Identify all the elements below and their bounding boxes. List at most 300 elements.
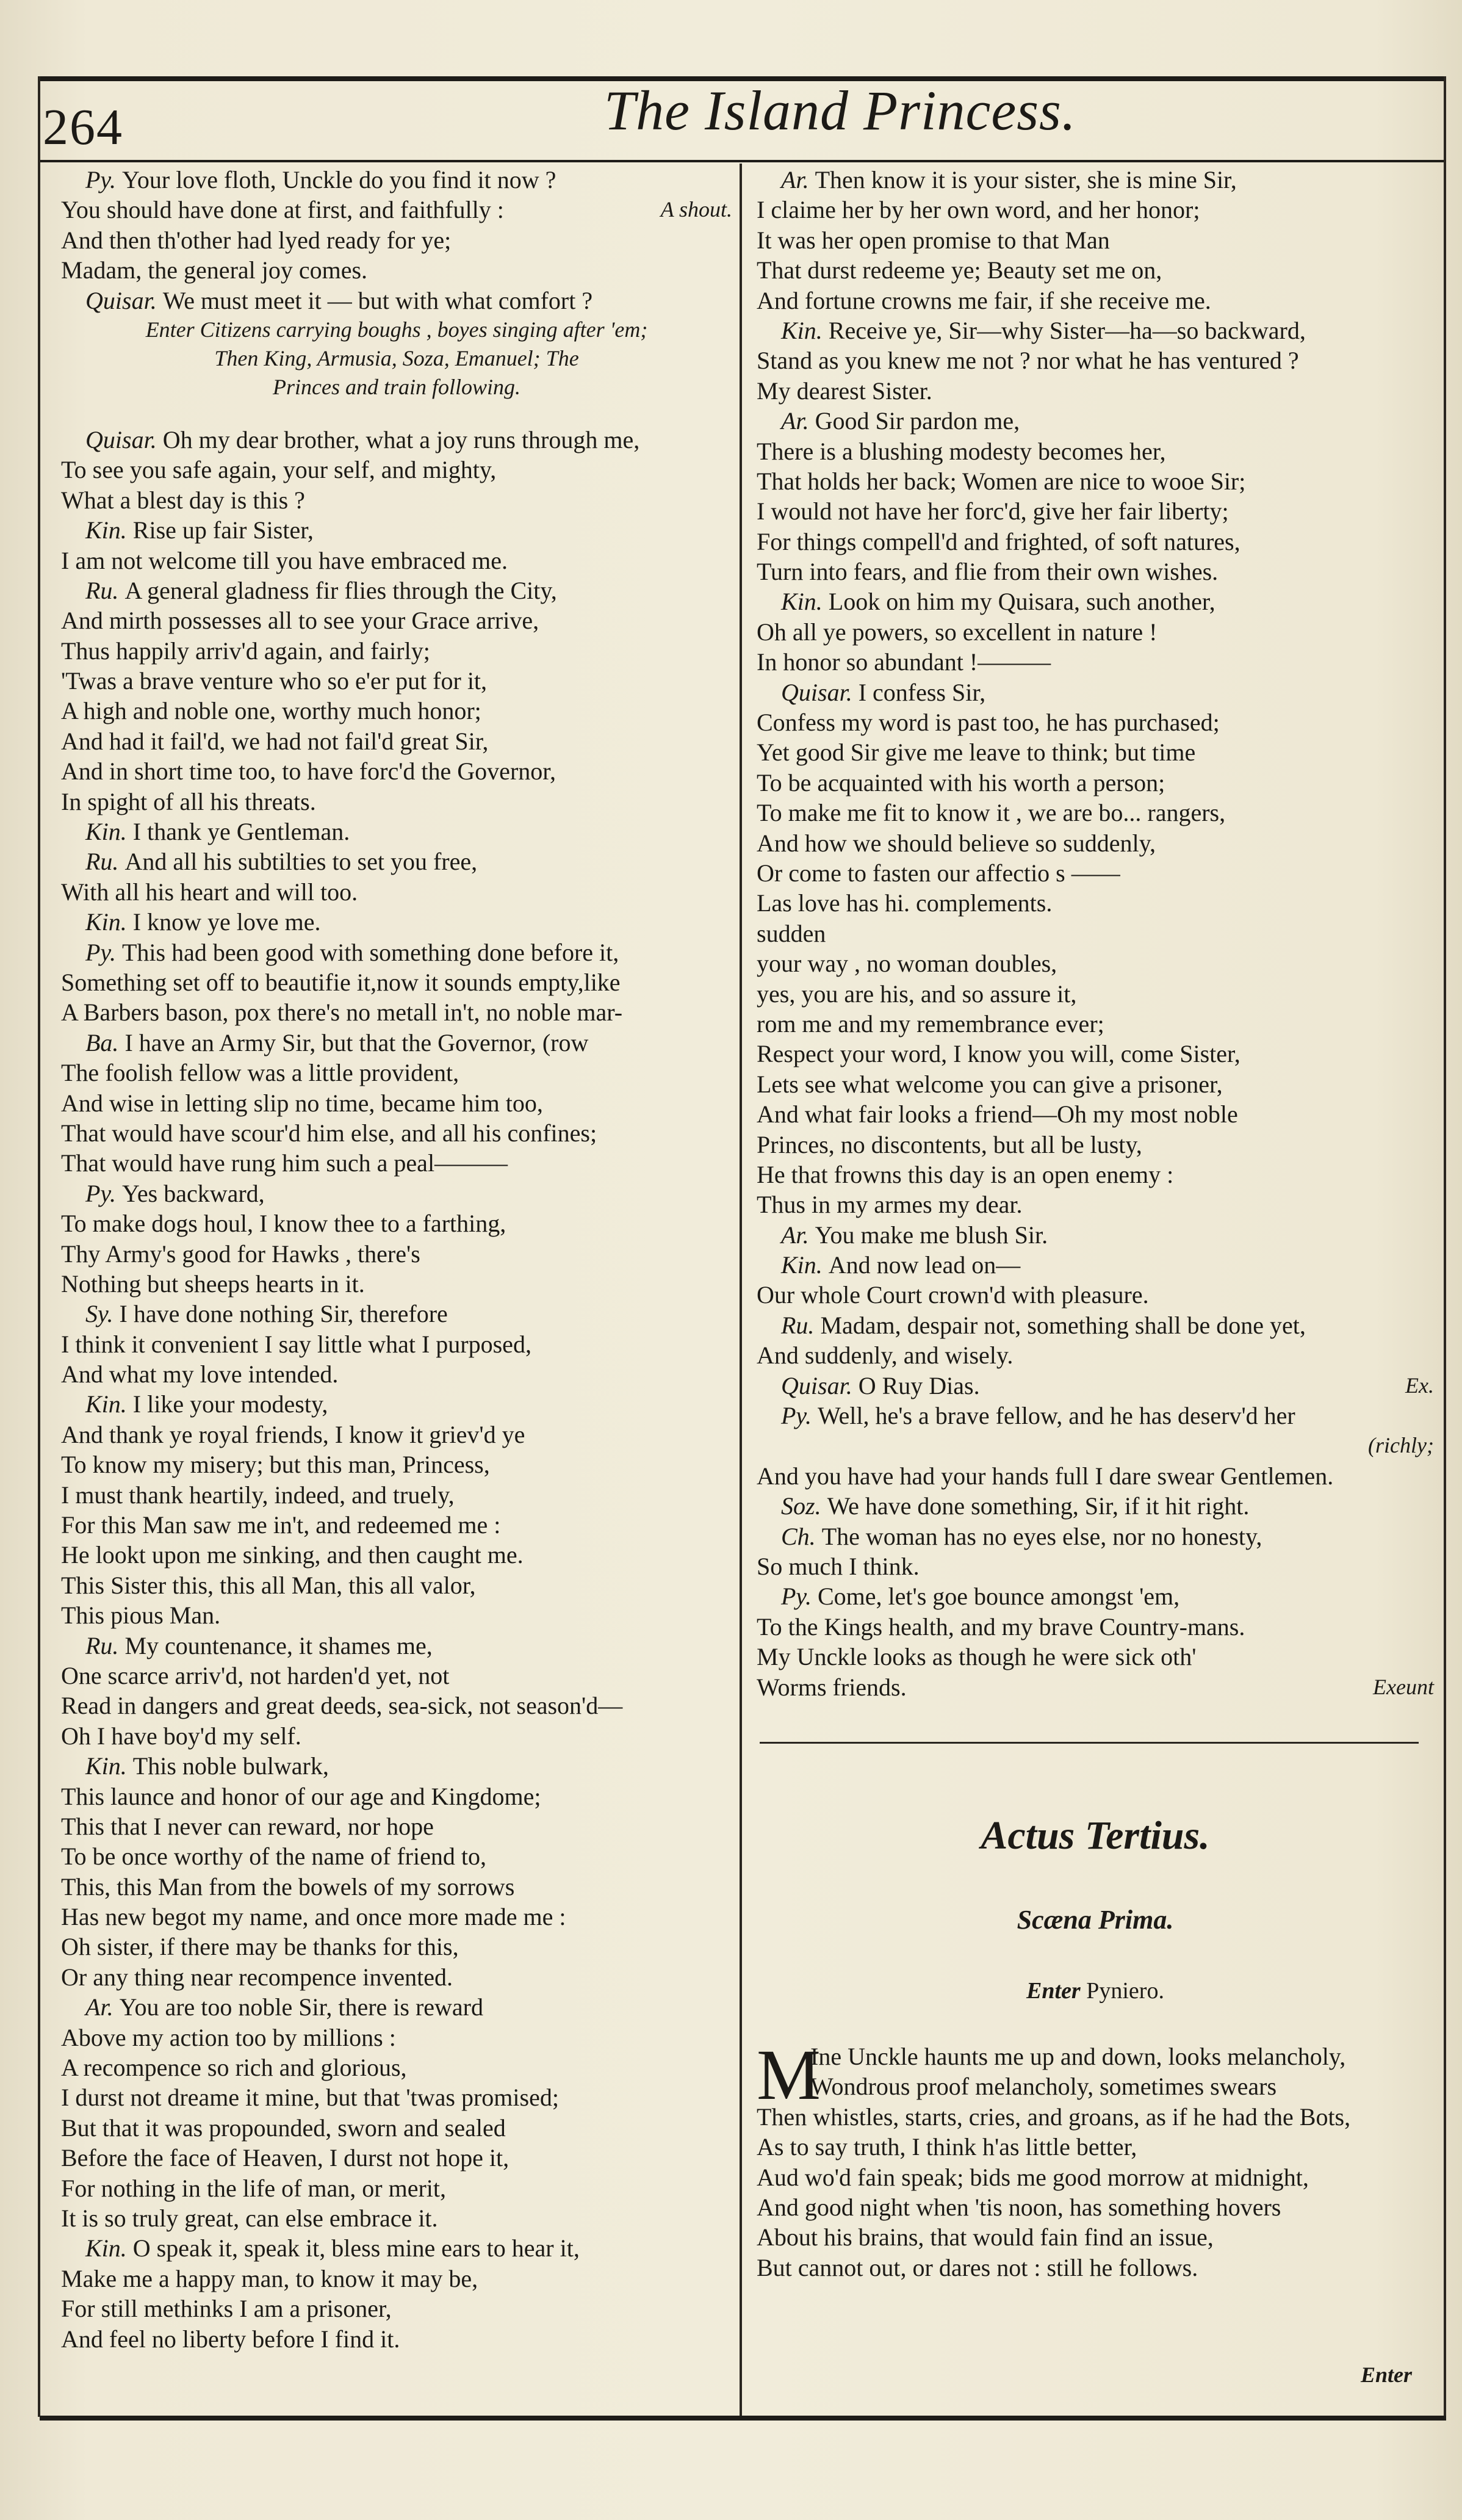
line-text: The foolish fellow was a little provident,: [61, 1059, 459, 1087]
verse-line: [757, 406, 1434, 436]
verse-line: [61, 1721, 732, 1751]
line-text: To see you safe again, your self, and mighty,: [61, 456, 497, 484]
line-text: Confess my word is past too, he has purchased;: [757, 709, 1220, 737]
verse-line: [61, 1691, 732, 1720]
line-text: And suddenly, and wisely.: [757, 1341, 1014, 1370]
speaker-name: Kin.: [85, 818, 127, 846]
verse-line: [757, 979, 1434, 1009]
line-text: It is so truly great, can else embrace it.: [61, 2204, 438, 2232]
verse-line: [757, 1340, 1434, 1370]
line-text: This that I never can reward, nor hope: [61, 1812, 434, 1840]
line-text: O speak it, speak it, bless mine ears to hear it,: [132, 2234, 580, 2262]
verse-line: [61, 1600, 732, 1630]
line-text: Princes, no discontents, but all be lusty,: [757, 1130, 1142, 1158]
enter-character: Pyniero.: [1086, 1978, 1164, 2004]
verse-line: [757, 737, 1434, 767]
line-text: My countenance, it shames me,: [124, 1631, 433, 1659]
verse-line: [61, 1329, 732, 1359]
line-text: You make me blush Sir.: [815, 1221, 1048, 1249]
verse-line: [61, 1510, 732, 1540]
verse-line: [61, 225, 732, 255]
verse-line: [61, 2023, 732, 2052]
verse-line: [61, 756, 732, 786]
verse-line: [757, 1130, 1434, 1160]
line-text: Yes backward,: [121, 1179, 265, 1207]
line-text: You should have done at first, and faithfully :: [61, 196, 504, 224]
verse-line: [61, 877, 732, 907]
verse-line: [61, 2324, 732, 2354]
verse-line: [61, 1751, 732, 1781]
line-text: Receive ye, Sir—why Sister—ha—so backward,: [828, 316, 1306, 344]
verse-line: [757, 557, 1434, 587]
line-text: Something set off to beautifie it,now it sounds empty,like: [61, 968, 621, 996]
line-text: Come, let's goe bounce amongst 'em,: [817, 1583, 1180, 1611]
speaker-name: Py.: [85, 938, 116, 966]
verse-line: [757, 496, 1434, 526]
speaker-name: Sy.: [85, 1300, 113, 1328]
line-text: For still methinks I am a prisoner,: [61, 2295, 392, 2323]
line-text: My Unckle looks as though he were sick oth': [757, 1643, 1197, 1671]
line-text: And mirth possesses all to see your Grace arrive,: [61, 607, 539, 635]
verse-line: [61, 1570, 732, 1600]
prose-line: And good night when 'tis noon, has something hovers: [757, 2193, 1281, 2221]
line-text: Good Sir pardon me,: [815, 407, 1020, 435]
line-text: To be once worthy of the name of friend to,: [61, 1843, 486, 1871]
verse-line: [757, 587, 1434, 616]
marginal-direction: Exeunt: [1373, 1674, 1434, 1699]
verse-line: [61, 1480, 732, 1510]
line-text: Your love floth, Unckle do you find it now ?: [121, 166, 556, 193]
line-text: I durst not dreame it mine, but that 'twas promised;: [61, 2084, 559, 2112]
line-text: Yet good Sir give me leave to think; but time: [757, 738, 1196, 767]
verse-line: [61, 455, 732, 485]
line-text: The woman has no eyes else, nor no honesty,: [821, 1522, 1262, 1550]
line-text: Thus in my armes my dear.: [757, 1191, 1023, 1219]
line-text: This noble bulwark,: [132, 1752, 329, 1780]
verse-line: [757, 195, 1434, 225]
line-text: There is a blushing modesty becomes her,: [757, 437, 1166, 465]
verse-line: [61, 1058, 732, 1088]
verse-line: [61, 485, 732, 515]
verse-line: [757, 436, 1434, 466]
stage-direction-enter: [757, 1977, 1434, 2004]
verse-line: [757, 316, 1434, 345]
line-text: To make dogs houl, I know thee to a farthing,: [61, 1210, 506, 1238]
verse-line: [61, 1420, 732, 1450]
bottom-rule: [40, 2416, 1446, 2421]
verse-line: [757, 1190, 1434, 1219]
speaker-name: Kin.: [85, 2234, 127, 2262]
prose-line: But cannot out, or dares not : still he follows.: [757, 2253, 1198, 2281]
speaker-name: Kin.: [85, 516, 127, 544]
right-column: [757, 165, 1434, 1702]
marginal-direction: (richly;: [1368, 1433, 1434, 1458]
line-text: For this Man saw me in't, and redeemed me :: [61, 1511, 501, 1539]
enter-word: Enter: [1026, 1978, 1081, 2004]
verse-line: [757, 1220, 1434, 1250]
line-text: This launce and honor of our age and Kingdome;: [61, 1782, 541, 1810]
verse-line: [61, 1540, 732, 1570]
speaker-name: Py.: [781, 1583, 812, 1611]
line-text: With all his heart and will too.: [61, 878, 358, 906]
scene-title: Scæna Prima.: [1017, 1905, 1174, 1935]
verse-line: [757, 286, 1434, 316]
verse-line: [61, 2233, 732, 2263]
prose-line: Wondrous proof melancholy, sometimes swears: [810, 2073, 1277, 2101]
line-text: This Sister this, this all Man, this all valor,: [61, 1571, 476, 1599]
verse-line: [757, 376, 1434, 406]
speaker-name: Ru.: [85, 1631, 119, 1659]
line-text: Oh sister, if there may be thanks for this,: [61, 1933, 459, 1961]
verse-line: [61, 1902, 732, 1932]
line-text: Oh my dear brother, what a joy runs through me,: [162, 425, 640, 453]
line-text: I think it convenient I say little what I purposed,: [61, 1330, 531, 1358]
line-text: To be acquainted with his worth a person;: [757, 768, 1165, 796]
verse-line: [61, 1631, 732, 1661]
verse-line: [757, 1250, 1434, 1280]
stage-direction: Enter Citizens carrying boughs , boyes singing after 'em;: [145, 317, 648, 342]
verse-line: [757, 1310, 1434, 1340]
speaker-name: Ar.: [85, 1993, 113, 2021]
line-text: Our whole Court crown'd with pleasure.: [757, 1281, 1149, 1309]
line-text: I would not have her forc'd, give her fair liberty;: [757, 497, 1229, 525]
verse-line: [61, 2113, 732, 2143]
verse-line: [757, 1009, 1434, 1039]
speaker-name: Quisar.: [85, 286, 157, 314]
verse-line: [61, 937, 732, 967]
line-text: This had been good with something done before it,: [121, 938, 619, 966]
speaker-name: Py.: [85, 166, 116, 193]
catchword: Enter: [1361, 2363, 1413, 2387]
verse-line: [61, 847, 732, 876]
line-text: A Barbers bason, pox there's no metall in't, no noble mar-: [61, 998, 623, 1027]
act-divider-rule: [760, 1742, 1419, 1744]
speaker-name: Kin.: [85, 1390, 127, 1418]
line-text: A general gladness fir flies through the City,: [124, 576, 557, 604]
speaker-name: Ar.: [781, 166, 809, 193]
verse-line: [757, 466, 1434, 496]
line-text: I claime her by her own word, and her honor;: [757, 196, 1200, 224]
speaker-name: Quisar.: [781, 678, 852, 706]
verse-line: [757, 165, 1434, 195]
line-text: Read in dangers and great deeds, sea-sick, not season'd—: [61, 1692, 623, 1720]
verse-line: [757, 1672, 1434, 1702]
verse-line: [61, 1450, 732, 1479]
line-text: Turn into fears, and flie from their own wishes.: [757, 558, 1219, 586]
verse-line: [61, 286, 732, 316]
marginal-direction: A shout.: [660, 197, 732, 222]
line-text: Oh I have boy'd my self.: [61, 1722, 301, 1750]
verse-line: [61, 1359, 732, 1389]
line-text: And now lead on—: [828, 1251, 1021, 1279]
line-text: Respect your word, I know you will, come Sister,: [757, 1040, 1241, 1068]
verse-line: [61, 1872, 732, 1902]
verse-line: [61, 605, 732, 635]
verse-line: [757, 919, 1434, 948]
verse-line: [757, 527, 1434, 557]
verse-line: [757, 345, 1434, 375]
verse-line: [757, 1522, 1434, 1551]
verse-line: [757, 1160, 1434, 1190]
speaker-name: Soz.: [781, 1492, 821, 1520]
line-text: Above my action too by millions :: [61, 2023, 396, 2051]
verse-line: [61, 2173, 732, 2203]
verse-line: [757, 677, 1434, 707]
line-text: It was her open promise to that Man: [757, 226, 1110, 254]
speaker-name: Quisar.: [85, 425, 157, 453]
drop-cap: M: [757, 2035, 821, 2115]
speaker-name: Ar.: [781, 407, 809, 435]
verse-line: [757, 707, 1434, 737]
scene-prose: [757, 2035, 1434, 2283]
line-text: rom me and my remembrance ever;: [757, 1009, 1104, 1038]
speaker-name: Ru.: [85, 576, 119, 604]
verse-line: [757, 1431, 1434, 1460]
verse-line: [757, 1551, 1434, 1581]
line-text: But that it was propounded, sworn and sealed: [61, 2114, 506, 2142]
verse-line: [61, 787, 732, 817]
line-text: Rise up fair Sister,: [132, 516, 314, 544]
line-text: Well, he's a brave fellow, and he has deserv'd her: [817, 1402, 1295, 1430]
line-text: We have done something, Sir, if it hit right.: [827, 1492, 1250, 1520]
stage-direction: Then King, Armusia, Soza, Emanuel; The: [214, 345, 579, 370]
verse-line: [61, 907, 732, 937]
verse-line: [757, 798, 1434, 828]
line-text: I like your modesty,: [132, 1390, 328, 1418]
line-text: And thank ye royal friends, I know it griev'd ye: [61, 1420, 525, 1448]
line-text: So much I think.: [757, 1552, 920, 1580]
verse-line: [61, 515, 732, 545]
line-text: And in short time too, to have forc'd the Governor,: [61, 757, 556, 785]
verse-line: [61, 1028, 732, 1058]
line-text: You are too noble Sir, there is reward: [119, 1993, 484, 2021]
verse-line: [61, 1088, 732, 1118]
verse-line: [757, 1099, 1434, 1129]
verse-line: [61, 967, 732, 997]
line-text: In spight of all his threats.: [61, 787, 316, 815]
line-text: We must meet it — but with what comfort ?: [162, 286, 593, 314]
verse-line: [61, 1299, 732, 1329]
verse-line: [757, 1581, 1434, 1611]
verse-line: [61, 1208, 732, 1238]
verse-line: [757, 225, 1434, 255]
line-text: What a blest day is this ?: [61, 486, 305, 514]
line-text: That holds her back; Women are nice to wooe Sir;: [757, 467, 1246, 495]
line-text: I thank ye Gentleman.: [132, 818, 350, 846]
line-text: Las love has hi. complements.: [757, 889, 1053, 917]
line-text: And all his subtilties to set you free,: [124, 848, 478, 876]
line-text: Thus happily arriv'd again, and fairly;: [61, 637, 430, 665]
line-text: He lookt upon me sinking, and then caught me.: [61, 1541, 524, 1569]
verse-line: [61, 546, 732, 576]
verse-line: [61, 2294, 732, 2323]
act-title: Actus Tertius.: [981, 1813, 1210, 1858]
line-text: Lets see what welcome you can give a prisoner,: [757, 1070, 1223, 1098]
verse-line: [61, 2203, 732, 2233]
verse-line: [757, 647, 1434, 677]
line-text: A high and noble one, worthy much honor;: [61, 697, 481, 725]
verse-line: [61, 2264, 732, 2294]
line-text: Thy Army's good for Hawks , there's: [61, 1240, 420, 1268]
verse-line: [757, 1039, 1434, 1069]
verse-line: [757, 617, 1434, 647]
line-text: Oh all ye powers, so excellent in nature !: [757, 618, 1158, 646]
speaker-name: Kin.: [781, 1251, 823, 1279]
verse-line: [757, 1069, 1434, 1099]
line-text: Worms friends.: [757, 1673, 907, 1701]
line-text: And fortune crowns me fair, if she receive me.: [757, 286, 1211, 314]
verse-line: [757, 255, 1434, 285]
left-column: [61, 165, 732, 2354]
verse-line: [757, 948, 1434, 978]
line-text: And you have had your hands full I dare swear Gentlemen.: [757, 1462, 1334, 1490]
speaker-name: Ar.: [781, 1221, 809, 1249]
verse-line: [61, 195, 732, 225]
verse-line: [61, 1148, 732, 1178]
line-text: And what my love intended.: [61, 1360, 339, 1388]
marginal-direction: Ex.: [1405, 1373, 1434, 1398]
verse-line: [757, 1491, 1434, 1521]
line-text: And then th'other had lyed ready for ye;: [61, 226, 452, 254]
speaker-name: Kin.: [781, 316, 823, 344]
line-text: A recompence so rich and glorious,: [61, 2054, 407, 2082]
line-text: For nothing in the life of man, or merit,: [61, 2174, 446, 2202]
verse-line: [757, 1401, 1434, 1431]
line-text: yes, you are his, and so assure it,: [757, 980, 1077, 1008]
page-number: 264: [43, 99, 123, 156]
line-text: Or come to fasten our affectio s ——: [757, 859, 1120, 887]
verse-line: [757, 1280, 1434, 1310]
line-text: For things compell'd and frighted, of soft natures,: [757, 527, 1241, 555]
verse-line: [61, 576, 732, 605]
speaker-name: Ru.: [85, 848, 119, 876]
line-text: This pious Man.: [61, 1601, 221, 1630]
right-frame-rule: [1444, 76, 1446, 2417]
line-text: And feel no liberty before I find it.: [61, 2325, 400, 2353]
line-text: To make me fit to know it , we are bo... rangers,: [757, 799, 1226, 827]
column-divider: [740, 164, 742, 2416]
verse-line: [61, 1239, 732, 1269]
line-text: Look on him my Quisara, such another,: [828, 588, 1215, 616]
line-text: 'Twas a brave venture who so e'er put for it,: [61, 667, 488, 695]
verse-line: [61, 165, 732, 195]
line-text: Make me a happy man, to know it may be,: [61, 2264, 478, 2292]
verse-line: [61, 817, 732, 847]
left-frame-rule: [38, 76, 40, 2417]
speaker-name: Kin.: [85, 908, 127, 936]
line-text: Then know it is your sister, she is mine Sir,: [815, 166, 1237, 193]
line-text: Or any thing near recompence invented.: [61, 1963, 453, 1991]
verse-line: [61, 1782, 732, 1811]
prose-line: Then whistles, starts, cries, and groans, as if he had the Bots,: [757, 2103, 1351, 2131]
line-text: I have done nothing Sir, therefore: [119, 1300, 448, 1328]
line-text: I must thank heartily, indeed, and truely,: [61, 1481, 455, 1509]
line-text: And what fair looks a friend—Oh my most noble: [757, 1100, 1238, 1128]
verse-line: [757, 1461, 1434, 1491]
line-text: To know my misery; but this man, Princess,: [61, 1451, 490, 1479]
line-text: My dearest Sister.: [757, 377, 932, 405]
prose-line: About his brains, that would fain find an issue,: [757, 2223, 1214, 2251]
verse-line: [757, 1612, 1434, 1642]
line-text: In honor so abundant !———: [757, 648, 1051, 676]
line-text: Before the face of Heaven, I durst not hope it,: [61, 2144, 510, 2172]
line-text: This, this Man from the bowels of my sorrows: [61, 1872, 515, 1901]
verse-line: [61, 696, 732, 726]
line-text: And how we should believe so suddenly,: [757, 829, 1156, 857]
speaker-name: Kin.: [781, 588, 823, 616]
header-bottom-rule: [40, 160, 1446, 162]
verse-line: [61, 636, 732, 666]
line-text: And wise in letting slip no time, became him too,: [61, 1089, 543, 1117]
verse-line: [61, 1811, 732, 1841]
verse-line: [61, 1389, 732, 1419]
verse-line: [61, 2082, 732, 2112]
verse-line: [757, 828, 1434, 858]
line-text: O Ruy Dias.: [858, 1371, 980, 1399]
verse-line: [61, 1841, 732, 1871]
speaker-name: Ru.: [781, 1311, 815, 1339]
verse-line: [61, 726, 732, 756]
line-text: Stand as you knew me not ? nor what he has ventured ?: [757, 347, 1299, 375]
line-text: Nothing but sheeps hearts in it.: [61, 1269, 365, 1298]
stage-direction: Princes and train following.: [272, 374, 520, 399]
speaker-name: Kin.: [85, 1752, 127, 1780]
line-text: One scarce arriv'd, not harden'd yet, not: [61, 1661, 450, 1689]
verse-line: [61, 1661, 732, 1691]
verse-line: [61, 425, 732, 455]
verse-line: [757, 1642, 1434, 1672]
spacer: [61, 402, 732, 425]
line-text: And had it fail'd, we had not fail'd great Sir,: [61, 727, 489, 755]
verse-line: [757, 858, 1434, 888]
line-text: I am not welcome till you have embraced me.: [61, 546, 508, 574]
verse-line: [61, 255, 732, 285]
verse-line: [61, 1992, 732, 2022]
verse-line: [61, 997, 732, 1027]
line-text: I know ye love me.: [132, 908, 321, 936]
speaker-name: Py.: [85, 1179, 116, 1207]
speaker-name: Py.: [781, 1402, 812, 1430]
verse-line: [61, 1179, 732, 1208]
prose-line: Ine Unckle haunts me up and down, looks melancholy,: [810, 2043, 1346, 2070]
line-text: Madam, the general joy comes.: [61, 256, 368, 284]
speaker-name: Quisar.: [781, 1371, 852, 1399]
prose-line: Aud wo'd fain speak; bids me good morrow at midnight,: [757, 2163, 1309, 2191]
verse-line: [61, 1932, 732, 1962]
line-text: That durst redeeme ye; Beauty set me on,: [757, 256, 1162, 284]
line-text: sudden: [757, 919, 826, 947]
line-text: That would have rung him such a peal———: [61, 1149, 508, 1177]
verse-line: [61, 1118, 732, 1148]
line-text: That would have scour'd him else, and all his confines;: [61, 1119, 597, 1147]
line-text: He that frowns this day is an open enemy :: [757, 1160, 1174, 1188]
verse-line: [757, 768, 1434, 798]
verse-line: [61, 2143, 732, 2173]
line-text: To the Kings health, and my brave Country-mans.: [757, 1612, 1245, 1641]
line-text: your way , no woman doubles,: [757, 950, 1057, 978]
speaker-name: Ba.: [85, 1028, 119, 1056]
line-text: I have an Army Sir, but that the Governor, (row: [124, 1028, 589, 1056]
verse-line: [61, 1962, 732, 1992]
line-text: Madam, despair not, something shall be done yet,: [820, 1311, 1306, 1339]
speaker-name: Ch.: [781, 1522, 816, 1550]
verse-line: [757, 1371, 1434, 1401]
running-title: The Island Princess.: [604, 79, 1076, 142]
verse-line: [61, 1269, 732, 1299]
verse-line: [61, 2052, 732, 2082]
verse-line: [757, 888, 1434, 918]
prose-line: As to say truth, I think h'as little better,: [757, 2133, 1137, 2161]
